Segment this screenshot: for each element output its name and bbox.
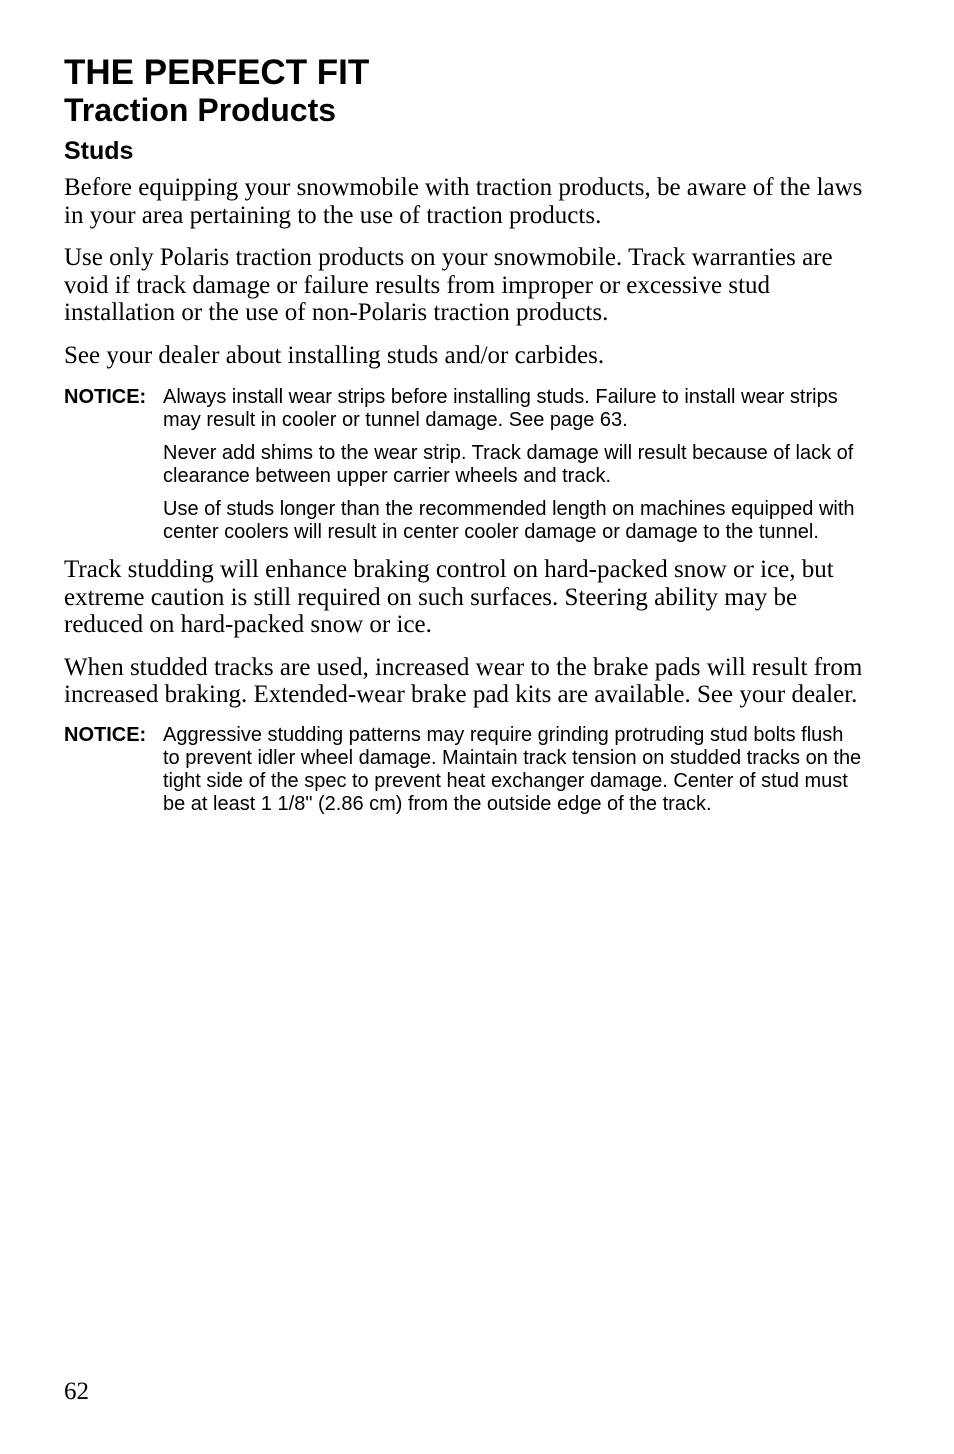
notice-text: Always install wear strips before installing studs. Failure to install wear strips may result in cooler or tunnel damage. See page 63.: [163, 386, 838, 431]
page-title: THE PERFECT FIT: [64, 53, 370, 92]
notice-text: Never add shims to the wear strip. Track damage will result because of lack of clearance between upper carrier wheels and track.: [163, 442, 854, 487]
section-heading: Traction Products: [64, 92, 337, 128]
subsection-heading: Studs: [64, 137, 134, 165]
notice-block-wear-strips: [64, 386, 863, 544]
paragraph-warranty: Use only Polaris traction products on your snowmobile. Track warranties are void if track damage or failure results from improper or excessive stud installation or the use of non-Polaris traction products.: [64, 244, 833, 326]
notice-text: Use of studs longer than the recommended length on machines equipped with center coolers will result in center cooler damage or damage to the tunnel.: [163, 498, 855, 543]
notice-text: Aggressive studding patterns may require grinding protruding stud bolts flush to prevent idler wheel damage. Maintain track tension on studded tracks on the tight side of the spec to prevent heat exchanger damage. Center of stud must be at least 1 1/8" (2.86 cm) from the outside edge of the track.: [163, 723, 862, 815]
paragraph-laws: Before equipping your snowmobile with traction products, be aware of the laws in your area pertaining to the use of traction products.: [64, 174, 863, 229]
notice-label: NOTICE:: [64, 386, 147, 408]
notice-label: NOTICE:: [64, 723, 147, 746]
page-content: [64, 52, 864, 816]
paragraph-dealer: See your dealer about installing studs and/or carbides.: [64, 341, 605, 369]
paragraph-brake-pads: When studded tracks are used, increased wear to the brake pads will result from increased braking. Extended-wear brake pad kits are available. See your dealer.: [64, 653, 863, 708]
notice-block-studding: [64, 724, 863, 816]
page-number: 62: [64, 1378, 89, 1405]
paragraph-braking: Track studding will enhance braking control on hard-packed snow or ice, but extreme caution is still required on such surfaces. Steering ability may be reduced on hard-packed snow or ice.: [64, 556, 834, 638]
